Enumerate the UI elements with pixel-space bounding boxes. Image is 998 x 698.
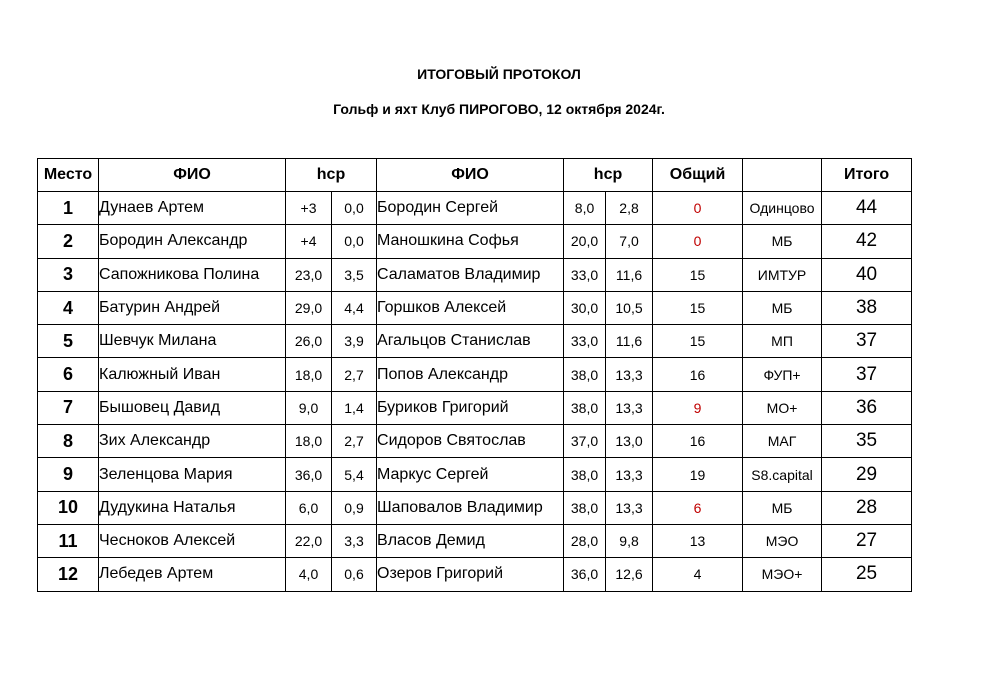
player-2-hcp: 36,0 <box>564 558 606 591</box>
header-row <box>38 159 912 192</box>
total-cell: 40 <box>822 258 912 291</box>
player-1-name: Сапожникова Полина <box>99 258 286 291</box>
player-2-hcp-course: 9,8 <box>606 524 653 557</box>
total-cell: 25 <box>822 558 912 591</box>
player-2-hcp: 20,0 <box>564 225 606 258</box>
total-cell: 36 <box>822 391 912 424</box>
player-2-hcp: 38,0 <box>564 458 606 491</box>
player-1-name: Дунаев Артем <box>99 192 286 225</box>
player-1-hcp: 18,0 <box>286 358 332 391</box>
total-cell: 42 <box>822 225 912 258</box>
club-cell: МЭО <box>743 524 822 557</box>
total-cell: 27 <box>822 524 912 557</box>
general-cell: 15 <box>653 325 743 358</box>
player-2-hcp-course: 11,6 <box>606 325 653 358</box>
general-cell: 16 <box>653 425 743 458</box>
club-cell: Одинцово <box>743 192 822 225</box>
player-2-hcp: 38,0 <box>564 491 606 524</box>
place-cell: 7 <box>38 391 99 424</box>
header-general: Общий <box>653 159 743 192</box>
general-cell: 19 <box>653 458 743 491</box>
club-cell: МАГ <box>743 425 822 458</box>
club-cell: ФУП+ <box>743 358 822 391</box>
player-1-hcp-course: 0,9 <box>332 491 377 524</box>
document-title: ИТОГОВЫЙ ПРОТОКОЛ <box>417 66 581 82</box>
club-cell: МБ <box>743 225 822 258</box>
table-row <box>38 291 912 324</box>
player-2-hcp-course: 13,3 <box>606 458 653 491</box>
header-hcp-1: hcp <box>286 159 377 192</box>
place-cell: 6 <box>38 358 99 391</box>
header-place: Место <box>38 159 99 192</box>
player-1-name: Дудукина Наталья <box>99 491 286 524</box>
table-row <box>38 524 912 557</box>
player-1-name: Зеленцова Мария <box>99 458 286 491</box>
player-1-hcp-course: 0,0 <box>332 225 377 258</box>
player-1-hcp: 6,0 <box>286 491 332 524</box>
table-row <box>38 558 912 591</box>
player-2-name: Горшков Алексей <box>377 291 564 324</box>
table-row <box>38 391 912 424</box>
general-cell: 0 <box>653 225 743 258</box>
player-1-hcp-course: 2,7 <box>332 358 377 391</box>
player-1-hcp-course: 0,6 <box>332 558 377 591</box>
general-cell: 15 <box>653 258 743 291</box>
player-2-hcp-course: 10,5 <box>606 291 653 324</box>
player-2-hcp-course: 11,6 <box>606 258 653 291</box>
player-2-name: Власов Демид <box>377 524 564 557</box>
player-2-hcp: 28,0 <box>564 524 606 557</box>
player-2-hcp-course: 2,8 <box>606 192 653 225</box>
player-1-name: Чесноков Алексей <box>99 524 286 557</box>
place-cell: 5 <box>38 325 99 358</box>
place-cell: 2 <box>38 225 99 258</box>
player-1-hcp-course: 3,9 <box>332 325 377 358</box>
place-cell: 10 <box>38 491 99 524</box>
header-club <box>743 159 822 192</box>
player-2-hcp-course: 12,6 <box>606 558 653 591</box>
results-body <box>38 192 912 592</box>
club-cell: S8.capital <box>743 458 822 491</box>
place-cell: 9 <box>38 458 99 491</box>
player-2-hcp: 8,0 <box>564 192 606 225</box>
player-2-hcp: 37,0 <box>564 425 606 458</box>
player-2-hcp-course: 13,3 <box>606 358 653 391</box>
club-cell: МП <box>743 325 822 358</box>
table-row <box>38 192 912 225</box>
general-cell: 9 <box>653 391 743 424</box>
player-1-name: Зих Александр <box>99 425 286 458</box>
table-row <box>38 225 912 258</box>
general-cell: 0 <box>653 192 743 225</box>
player-2-name: Саламатов Владимир <box>377 258 564 291</box>
player-2-name: Маркус Сергей <box>377 458 564 491</box>
total-cell: 29 <box>822 458 912 491</box>
place-cell: 1 <box>38 192 99 225</box>
player-1-hcp-course: 1,4 <box>332 391 377 424</box>
player-2-name: Маношкина Софья <box>377 225 564 258</box>
player-2-hcp-course: 13,3 <box>606 491 653 524</box>
club-cell: МБ <box>743 291 822 324</box>
player-1-hcp-course: 4,4 <box>332 291 377 324</box>
header-fio-1: ФИО <box>99 159 286 192</box>
table-row <box>38 458 912 491</box>
document-subtitle: Гольф и яхт Клуб ПИРОГОВО, 12 октября 2024г. <box>333 101 665 117</box>
table-row <box>38 425 912 458</box>
table-row <box>38 491 912 524</box>
header-fio-2: ФИО <box>377 159 564 192</box>
club-cell: ИМТУР <box>743 258 822 291</box>
player-1-name: Батурин Андрей <box>99 291 286 324</box>
general-cell: 4 <box>653 558 743 591</box>
player-1-hcp: 22,0 <box>286 524 332 557</box>
player-1-name: Калюжный Иван <box>99 358 286 391</box>
player-2-name: Агальцов Станислав <box>377 325 564 358</box>
player-2-hcp: 33,0 <box>564 258 606 291</box>
player-2-name: Попов Александр <box>377 358 564 391</box>
place-cell: 4 <box>38 291 99 324</box>
player-1-hcp: 9,0 <box>286 391 332 424</box>
player-1-hcp: 29,0 <box>286 291 332 324</box>
club-cell: МЭО+ <box>743 558 822 591</box>
player-2-name: Сидоров Святослав <box>377 425 564 458</box>
player-1-hcp-course: 0,0 <box>332 192 377 225</box>
player-2-name: Озеров Григорий <box>377 558 564 591</box>
player-1-hcp-course: 2,7 <box>332 425 377 458</box>
place-cell: 12 <box>38 558 99 591</box>
general-cell: 13 <box>653 524 743 557</box>
general-cell: 15 <box>653 291 743 324</box>
general-cell: 16 <box>653 358 743 391</box>
player-1-name: Лебедев Артем <box>99 558 286 591</box>
player-1-hcp-course: 3,3 <box>332 524 377 557</box>
player-1-hcp: +4 <box>286 225 332 258</box>
player-1-name: Шевчук Милана <box>99 325 286 358</box>
place-cell: 3 <box>38 258 99 291</box>
player-2-name: Бородин Сергей <box>377 192 564 225</box>
general-cell: 6 <box>653 491 743 524</box>
place-cell: 11 <box>38 524 99 557</box>
player-2-hcp: 38,0 <box>564 391 606 424</box>
player-1-name: Бородин Александр <box>99 225 286 258</box>
club-cell: МО+ <box>743 391 822 424</box>
table-row <box>38 358 912 391</box>
player-2-hcp-course: 13,3 <box>606 391 653 424</box>
total-cell: 44 <box>822 192 912 225</box>
total-cell: 37 <box>822 358 912 391</box>
total-cell: 38 <box>822 291 912 324</box>
table-row <box>38 325 912 358</box>
player-2-name: Шаповалов Владимир <box>377 491 564 524</box>
player-1-hcp: 23,0 <box>286 258 332 291</box>
player-1-hcp: 4,0 <box>286 558 332 591</box>
total-cell: 28 <box>822 491 912 524</box>
player-1-hcp: 18,0 <box>286 425 332 458</box>
player-1-hcp: 26,0 <box>286 325 332 358</box>
results-table <box>37 158 912 592</box>
player-2-hcp: 38,0 <box>564 358 606 391</box>
player-1-hcp-course: 5,4 <box>332 458 377 491</box>
header-hcp-2: hcp <box>564 159 653 192</box>
player-1-hcp: 36,0 <box>286 458 332 491</box>
place-cell: 8 <box>38 425 99 458</box>
player-1-hcp-course: 3,5 <box>332 258 377 291</box>
player-1-hcp: +3 <box>286 192 332 225</box>
player-2-hcp: 33,0 <box>564 325 606 358</box>
player-2-hcp-course: 13,0 <box>606 425 653 458</box>
player-2-hcp-course: 7,0 <box>606 225 653 258</box>
table-row <box>38 258 912 291</box>
club-cell: МБ <box>743 491 822 524</box>
header-total: Итого <box>822 159 912 192</box>
player-2-name: Буриков Григорий <box>377 391 564 424</box>
player-1-name: Бышовец Давид <box>99 391 286 424</box>
player-2-hcp: 30,0 <box>564 291 606 324</box>
total-cell: 35 <box>822 425 912 458</box>
total-cell: 37 <box>822 325 912 358</box>
